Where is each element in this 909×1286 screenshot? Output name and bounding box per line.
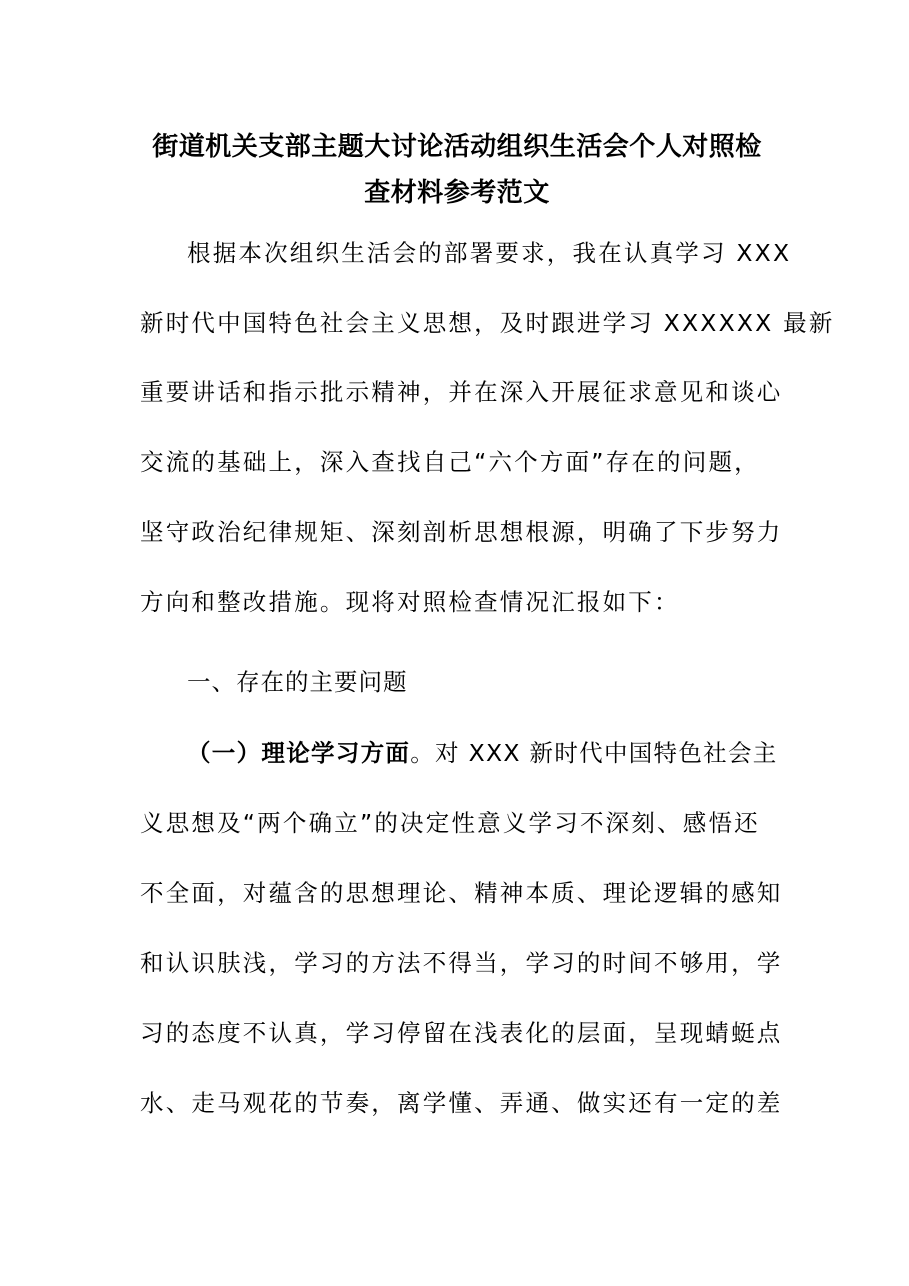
subsection-line-4: 和认识肤浅，学习的方法不得当，学习的时间不够用，学 [140, 949, 783, 977]
subsection-line-6: 水、走马观花的节奏，离学懂、弄通、做实还有一定的差 [140, 1089, 783, 1117]
title-line-1: 街道机关支部主题大讨论活动组织生活会个人对照检 [152, 132, 762, 162]
subsection-line-2: 义思想及“两个确立”的决定性意义学习不深刻、感悟还 [140, 809, 760, 837]
section-heading: 一、存在的主要问题 [187, 668, 408, 696]
title-line-2: 查材料参考范文 [364, 178, 550, 208]
document-title [140, 124, 774, 216]
intro-line-1: 根据本次组织生活会的部署要求，我在认真学习 XXX [187, 239, 792, 267]
subsection-label: （一）理论学习方面 [187, 739, 411, 767]
intro-line-6: 方向和整改措施。现将对照检查情况汇报如下： [140, 588, 680, 616]
intro-line-2: 新时代中国特色社会主义思想，及时跟进学习 XXXXXX 最新 [140, 309, 835, 337]
subsection-line-3: 不全面，对蕴含的思想理论、精神本质、理论逻辑的感知 [140, 879, 783, 907]
subsection-first-line [187, 736, 778, 770]
intro-line-3: 重要讲话和指示批示精神，并在深入开展征求意见和谈心 [140, 378, 783, 406]
subsection-first-line-text: 。对 XXX 新时代中国特色社会主 [410, 739, 778, 767]
intro-line-5: 坚守政治纪律规矩、深刻剖析思想根源，明确了下步努力 [140, 518, 783, 546]
intro-line-4: 交流的基础上，深入查找自己“六个方面”存在的问题， [140, 448, 760, 476]
subsection-line-5: 习的态度不认真，学习停留在浅表化的层面，呈现蜻蜓点 [140, 1019, 783, 1047]
